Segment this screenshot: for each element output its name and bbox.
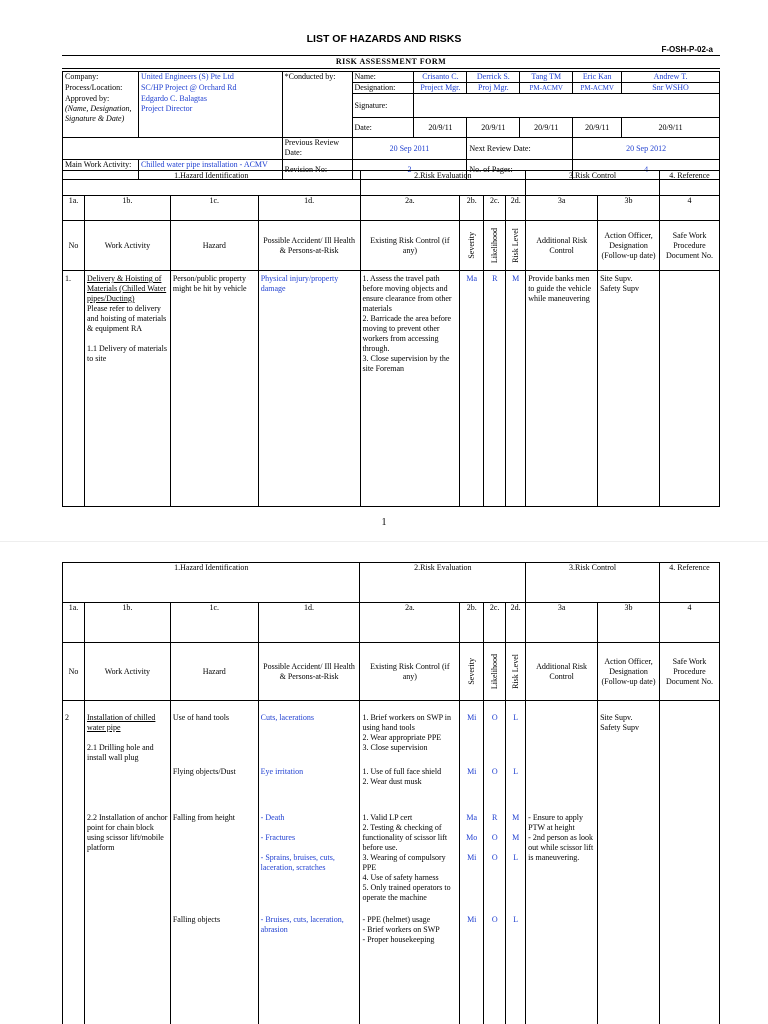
col-no: No [63, 643, 85, 701]
col-work-activity: Work Activity [84, 643, 170, 701]
row-no: 2 [63, 701, 85, 813]
person-date: 20/9/11 [622, 118, 720, 138]
col-code: 3b [598, 196, 660, 221]
col-hazard: Hazard [170, 643, 258, 701]
hazard: Person/public property might be hit by vehicle [170, 271, 258, 506]
existing-control: 1. Assess the travel path before moving objects and ensure clearance from other materials 2. Barricade the area before moving to prevent other workers from accessing through. 3. Close supervision by the site Foreman [360, 271, 460, 506]
table-row [63, 701, 720, 767]
person-name: Crisanto C. [414, 72, 467, 83]
company-value: United Engineers (S) Pte Ltd [138, 72, 282, 83]
col-code: 2b. [460, 603, 484, 643]
col-likelihood: Likelihood [489, 227, 499, 264]
severity: Ma Mo Mi [460, 813, 484, 915]
work-activity: 2.2 Installation of anchor point for chain block using scissor lift/mobile platform [84, 813, 170, 1024]
hazard-table-page1 [62, 170, 720, 506]
person-name: Andrew T. [622, 72, 720, 83]
col-code: 1b. [84, 196, 170, 221]
hazard: Falling objects [170, 915, 258, 1024]
group-risk-evaluation: 2.Risk Evaluation [360, 563, 526, 603]
designation-label: Designation: [352, 83, 414, 94]
info-table [62, 71, 720, 180]
conducted-label: *Conducted by: [282, 72, 352, 138]
person-designation: Snr WSHO [622, 83, 720, 94]
approved-value: Edgardo C. Balagtas Project Director [138, 94, 282, 138]
process-label: Process/Location: [63, 83, 139, 94]
existing-control: 1. Use of full face shield 2. Wear dust musk [360, 767, 460, 813]
existing-control: 1. Valid LP cert 2. Testing & checking of functionality of scissor lift before use. 3. Wearing of compulsory PPE 4. Use of safety harness 5. Only trained operators to operate the machine [360, 813, 460, 915]
possible-accident: Eye irritation [258, 767, 360, 813]
col-code: 2a. [360, 603, 460, 643]
col-code: 1a. [63, 196, 85, 221]
main-work-value: Chilled water pipe installation - ACMV [138, 160, 282, 180]
revision-label: Revision No: [282, 160, 352, 180]
col-possible-accident: Possible Accident/ Ill Health & Persons-at-Risk [258, 643, 360, 701]
col-code: 2c. [484, 603, 506, 643]
name-label: Name: [352, 72, 414, 83]
col-code: 2b. [460, 196, 484, 221]
work-activity: Installation of chilled water pipe 2.1 Drilling hole and install wall plug [84, 701, 170, 813]
action-officer: Site Supv. Safety Supv [598, 271, 660, 506]
risk-level: L [506, 767, 526, 813]
risk-level: L [506, 915, 526, 1024]
person-date: 20/9/11 [573, 118, 622, 138]
col-code: 1c. [170, 196, 258, 221]
person-name: Tang TM [520, 72, 573, 83]
likelihood: R O O [484, 813, 506, 915]
col-code: 1a. [63, 603, 85, 643]
col-severity: Severity [466, 658, 476, 685]
swp-document [660, 271, 720, 506]
document-title: LIST OF HAZARDS AND RISKS [306, 33, 462, 45]
additional-control [526, 701, 598, 767]
col-swp-document: Safe Work Procedure Document No. [660, 221, 720, 271]
main-work-label: Main Work Activity: [63, 160, 139, 180]
possible-accident: Physical injury/property damage [258, 271, 360, 506]
col-code: 1d. [258, 196, 360, 221]
additional-control [526, 767, 598, 813]
col-risk-level: Risk Level [510, 654, 520, 690]
col-likelihood: Likelihood [489, 654, 499, 690]
severity: Ma [460, 271, 484, 506]
risk-level: M [506, 271, 526, 506]
person-designation: Project Mgr. [414, 83, 467, 94]
signature-area [414, 94, 720, 118]
col-additional-control: Additional Risk Control [526, 221, 598, 271]
existing-control: 1. Brief workers on SWP in using hand tools 2. Wear appropriate PPE 3. Close supervision [360, 701, 460, 767]
swp-document [659, 701, 719, 1024]
group-risk-control: 3.Risk Control [526, 563, 660, 603]
likelihood: O [484, 767, 506, 813]
col-risk-level: Risk Level [510, 228, 520, 263]
person-date: 20/9/11 [520, 118, 573, 138]
col-possible-accident: Possible Accident/ Ill Health & Persons-at-Risk [258, 221, 360, 271]
approved-label: Approved by: (Name, Designation, Signature & Date) [63, 94, 139, 138]
action-officer: Site Supv. Safety Supv [598, 701, 660, 1024]
col-code: 4 [659, 603, 719, 643]
possible-accident: - Death - Fractures - Sprains, bruises, cuts, laceration, scratches [258, 813, 360, 915]
severity: Mi [460, 915, 484, 1024]
col-code: 3b [598, 603, 660, 643]
col-code: 2d. [506, 603, 526, 643]
col-code: 1b. [84, 603, 170, 643]
group-reference: 4. Reference [660, 171, 720, 196]
col-code: 1c. [170, 603, 258, 643]
col-code: 1d. [258, 603, 360, 643]
page-number: 1 [381, 517, 387, 528]
possible-accident: Cuts, lacerations [258, 701, 360, 767]
col-action-officer: Action Officer, Designation (Follow-up date) [598, 643, 660, 701]
process-value: SC/HP Project @ Orchard Rd [138, 83, 282, 94]
col-work-activity: Work Activity [84, 221, 170, 271]
col-additional-control: Additional Risk Control [526, 643, 598, 701]
existing-control: - PPE (helmet) usage - Brief workers on SWP - Proper housekeeping [360, 915, 460, 1024]
date-label: Date: [352, 118, 414, 138]
hazard: Use of hand tools [170, 701, 258, 767]
col-code: 3a [526, 603, 598, 643]
col-existing-control: Existing Risk Control (if any) [360, 221, 460, 271]
additional-control [526, 915, 598, 1024]
group-risk-control: 3.Risk Control [526, 171, 660, 196]
risk-level: L [506, 701, 526, 767]
likelihood: O [484, 701, 506, 767]
col-code: 3a [526, 196, 598, 221]
next-review-label: Next Review Date: [467, 138, 573, 160]
col-swp-document: Safe Work Procedure Document No. [659, 643, 719, 701]
group-hazard-identification: 1.Hazard Identification [63, 563, 360, 603]
group-risk-evaluation: 2.Risk Evaluation [360, 171, 526, 196]
prev-review-value: 20 Sep 2011 [352, 138, 467, 160]
next-review-value: 20 Sep 2012 [573, 138, 720, 160]
company-label: Company: [63, 72, 139, 83]
pages-value: 4 [573, 160, 720, 180]
group-reference: 4. Reference [659, 563, 719, 603]
person-designation: PM-ACMV [573, 83, 622, 94]
form-code: F-OSH-P-02-a [661, 45, 713, 54]
risk-level: M M L [506, 813, 526, 915]
col-code: 2a. [360, 196, 460, 221]
col-code: 2d. [506, 196, 526, 221]
person-designation: Proj Mgr. [467, 83, 520, 94]
col-no: No [63, 221, 85, 271]
pages-label: No. of Pages: [467, 160, 573, 180]
table-row [63, 271, 720, 506]
person-name: Derrick S. [467, 72, 520, 83]
person-date: 20/9/11 [467, 118, 520, 138]
person-designation: PM-ACMV [520, 83, 573, 94]
additional-control: Provide banks men to guide the vehicle while maneuvering [526, 271, 598, 506]
col-code: 4 [660, 196, 720, 221]
likelihood: R [484, 271, 506, 506]
row-no: 1. [63, 271, 85, 506]
col-existing-control: Existing Risk Control (if any) [360, 643, 460, 701]
hazard: Flying objects/Dust [170, 767, 258, 813]
hazard-table-page2 [62, 562, 720, 1024]
revision-value: 2 [352, 160, 467, 180]
person-date: 20/9/11 [414, 118, 467, 138]
form-title: RISK ASSESSMENT FORM [62, 55, 720, 69]
prev-review-label: Previous Review Date: [282, 138, 352, 160]
additional-control: - Ensure to apply PTW at height - 2nd person as look out while scissor lift is maneuvering. [526, 813, 598, 915]
signature-label: Signature: [352, 94, 414, 118]
group-hazard-identification: 1.Hazard Identification [63, 171, 361, 196]
severity: Mi [460, 701, 484, 767]
likelihood: O [484, 915, 506, 1024]
col-action-officer: Action Officer, Designation (Follow-up date) [598, 221, 660, 271]
col-code: 2c. [484, 196, 506, 221]
severity: Mi [460, 767, 484, 813]
person-name: Eric Kan [573, 72, 622, 83]
hazard: Falling from height [170, 813, 258, 915]
col-hazard: Hazard [170, 221, 258, 271]
col-severity: Severity [466, 232, 476, 259]
work-activity: Delivery & Hoisting of Materials (Chilled Water pipes/Ducting) Please refer to delivery and hoisting of materials & equipment RA 1.1 Delivery of materials to site [84, 271, 170, 506]
possible-accident: - Bruises, cuts, laceration, abrasion [258, 915, 360, 1024]
